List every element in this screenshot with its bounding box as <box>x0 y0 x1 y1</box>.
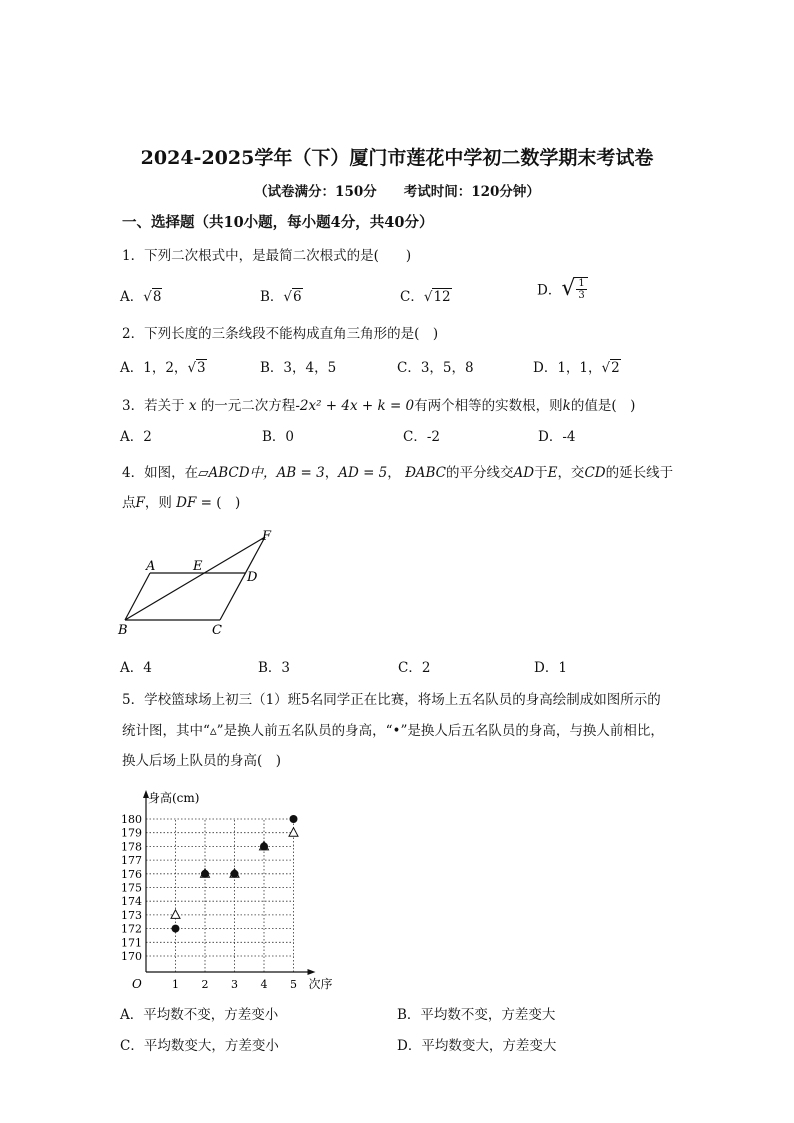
triangle-marker <box>171 910 180 919</box>
q4-ad-segment: AD <box>513 465 535 481</box>
origin-label: O <box>132 977 142 991</box>
q4-option-d: D．1 <box>534 660 567 676</box>
label-f: F <box>262 529 272 544</box>
q4-option-b: B．3 <box>258 660 291 676</box>
question-3-stem <box>122 394 635 414</box>
sqrt-sign: √ <box>561 276 576 301</box>
x-axis-arrow-icon <box>308 969 316 975</box>
q2-option-a <box>120 356 207 376</box>
q4-point-e: E <box>547 465 558 481</box>
sqrt-sign: √ <box>187 360 197 376</box>
q2-option-d-label: D．1，1， <box>533 360 602 376</box>
y-tick-label: 175 <box>121 881 142 895</box>
q4-text: 4．如图，在 <box>122 465 199 481</box>
q2-option-a-value: 3 <box>197 360 206 376</box>
q1-option-d-label: D． <box>537 282 562 299</box>
x-tick-label: 5 <box>290 978 297 991</box>
q4-df: DF = <box>176 495 212 511</box>
q2-option-c: C．3，5，8 <box>397 360 474 376</box>
q3-text: 3．若关于 <box>122 398 185 414</box>
q5-option-b: B．平均数不变，方差变大 <box>397 1007 556 1023</box>
y-axis-label: 身高(cm) <box>148 791 200 805</box>
q1-option-a-label: A． <box>120 289 144 305</box>
q5-option-a: A．平均数不变，方差变小 <box>120 1007 279 1023</box>
q4-text: 点 <box>122 495 136 511</box>
q3-text: 有两个相等的实数根，则 <box>414 398 563 414</box>
dot-marker <box>201 870 209 878</box>
q4-text: ( ) <box>216 495 241 511</box>
q1-option-b-value: 6 <box>293 289 302 305</box>
section-heading: 一、选择题（共10小题，每小题4分，共40分） <box>122 214 434 231</box>
q3-option-b: B．0 <box>262 429 295 445</box>
y-tick-label: 178 <box>121 840 142 854</box>
q4-text: 于 <box>534 465 548 481</box>
question-1-stem: 1．下列二次根式中，是最简二次根式的是( ) <box>122 248 412 264</box>
y-tick-label: 177 <box>121 854 142 868</box>
x-tick-label: 2 <box>201 978 209 991</box>
height-scatter-chart <box>110 784 350 994</box>
chart-axes <box>143 790 316 975</box>
question-5-line-1: 5．学校篮球场上初三（1）班5名同学正在比赛，将场上五名队员的身高绘制成如图所示的 <box>122 692 661 708</box>
sqrt-sign: √ <box>143 289 152 305</box>
segment-bf <box>125 537 265 620</box>
y-tick-label: 172 <box>121 922 142 936</box>
exam-info: （试卷满分：150分 考试时间：120分钟） <box>254 184 540 200</box>
q3-var-k: k <box>562 398 571 414</box>
q3-equation: -2x² + 4x + k = 0 <box>295 398 415 414</box>
parallelogram-figure <box>110 525 290 640</box>
x-axis-label: 次序 <box>308 977 333 991</box>
label-b: B <box>118 623 128 638</box>
q4-text: 的延长线于 <box>605 465 674 481</box>
q3-var-x: x <box>188 398 197 414</box>
fraction-denominator: 3 <box>578 289 585 301</box>
q1-option-b-label: B． <box>260 289 284 305</box>
y-tick-label: 171 <box>121 936 142 950</box>
q1-option-c-value: 12 <box>433 289 451 305</box>
q3-option-a: A．2 <box>120 429 152 445</box>
q4-ad: AD = 5 <box>338 465 388 481</box>
x-tick-label: 3 <box>231 978 238 991</box>
exam-title: 2024-2025学年（下）厦门市莲花中学初二数学期末考试卷 <box>140 147 654 169</box>
q1-option-d-fraction <box>575 277 587 301</box>
y-tick-label: 176 <box>121 867 142 881</box>
y-tick-label: 179 <box>121 826 142 840</box>
q4-figure-name: ABCD中， <box>208 465 277 481</box>
parallelogram-icon: ▱ <box>198 465 209 481</box>
question-5-line-2: 统计图，其中“▵”是换人前五名队员的身高，“•”是换人后五名队员的身高，与换人前相比， <box>122 723 664 739</box>
question-4-line-1: 4．如图，在▱ABCD中，AB = 3，AD = 5， ÐABC的平分线交AD于E，交CD的延长线于 <box>122 465 674 481</box>
label-d: D <box>247 570 258 585</box>
y-tick-label: 173 <box>121 908 142 922</box>
q5-option-d: D．平均数变大，方差变大 <box>397 1038 557 1054</box>
q4-ab: AB = 3 <box>276 465 325 481</box>
y-tick-label: 174 <box>121 895 142 909</box>
q2-option-d-value: 2 <box>611 360 620 376</box>
label-a: A <box>146 559 156 574</box>
q4-text: ，交 <box>557 465 585 481</box>
sqrt-sign: √ <box>423 289 433 305</box>
dot-marker <box>290 815 298 823</box>
q3-text: 的值是( ) <box>570 398 636 414</box>
q4-angle: ÐABC <box>405 465 446 481</box>
q4-text: 的平分线交 <box>446 465 514 481</box>
triangle-marker <box>289 828 298 837</box>
q3-text: 的一元二次方程 <box>200 398 296 414</box>
q4-option-c: C．2 <box>398 660 431 676</box>
q4-option-a: A．4 <box>120 660 152 676</box>
q4-point-f: F <box>135 495 145 511</box>
q2-option-a-label: A．1，2， <box>120 360 188 376</box>
question-4-line-2 <box>122 491 240 511</box>
q5-option-c: C．平均数变大，方差变小 <box>120 1038 279 1054</box>
x-tick-label: 4 <box>260 978 268 991</box>
dot-marker <box>231 870 239 878</box>
label-c: C <box>212 623 222 638</box>
x-tick-label: 1 <box>172 978 179 991</box>
fraction-numerator: 1 <box>578 277 585 289</box>
chart-grid <box>146 819 294 972</box>
sqrt-sign: √ <box>601 360 611 376</box>
q1-option-c <box>400 285 452 305</box>
dot-marker <box>260 842 268 850</box>
q4-text: ，则 <box>144 495 172 511</box>
q3-option-d: D．-4 <box>538 429 576 445</box>
y-tick-label: 180 <box>121 813 142 826</box>
q1-option-d <box>537 276 588 301</box>
chart-tick-labels <box>121 790 333 991</box>
q1-option-a <box>120 285 162 305</box>
q1-option-b <box>260 285 303 305</box>
segment-cf <box>220 537 265 620</box>
question-2-stem: 2．下列长度的三条线段不能构成直角三角形的是( ) <box>122 326 439 342</box>
y-tick-label: 170 <box>121 950 142 963</box>
question-5-line-3: 换人后场上队员的身高( ) <box>122 753 282 769</box>
sqrt-sign: √ <box>283 289 293 305</box>
dot-marker <box>172 925 180 933</box>
q2-option-b: B．3，4，5 <box>260 360 337 376</box>
q1-option-a-value: 8 <box>152 289 162 305</box>
q3-option-c: C．-2 <box>403 429 440 445</box>
q1-option-c-label: C． <box>400 289 424 305</box>
q2-option-d <box>533 356 621 376</box>
label-e: E <box>193 559 203 574</box>
q4-cd-segment: CD <box>584 465 606 481</box>
